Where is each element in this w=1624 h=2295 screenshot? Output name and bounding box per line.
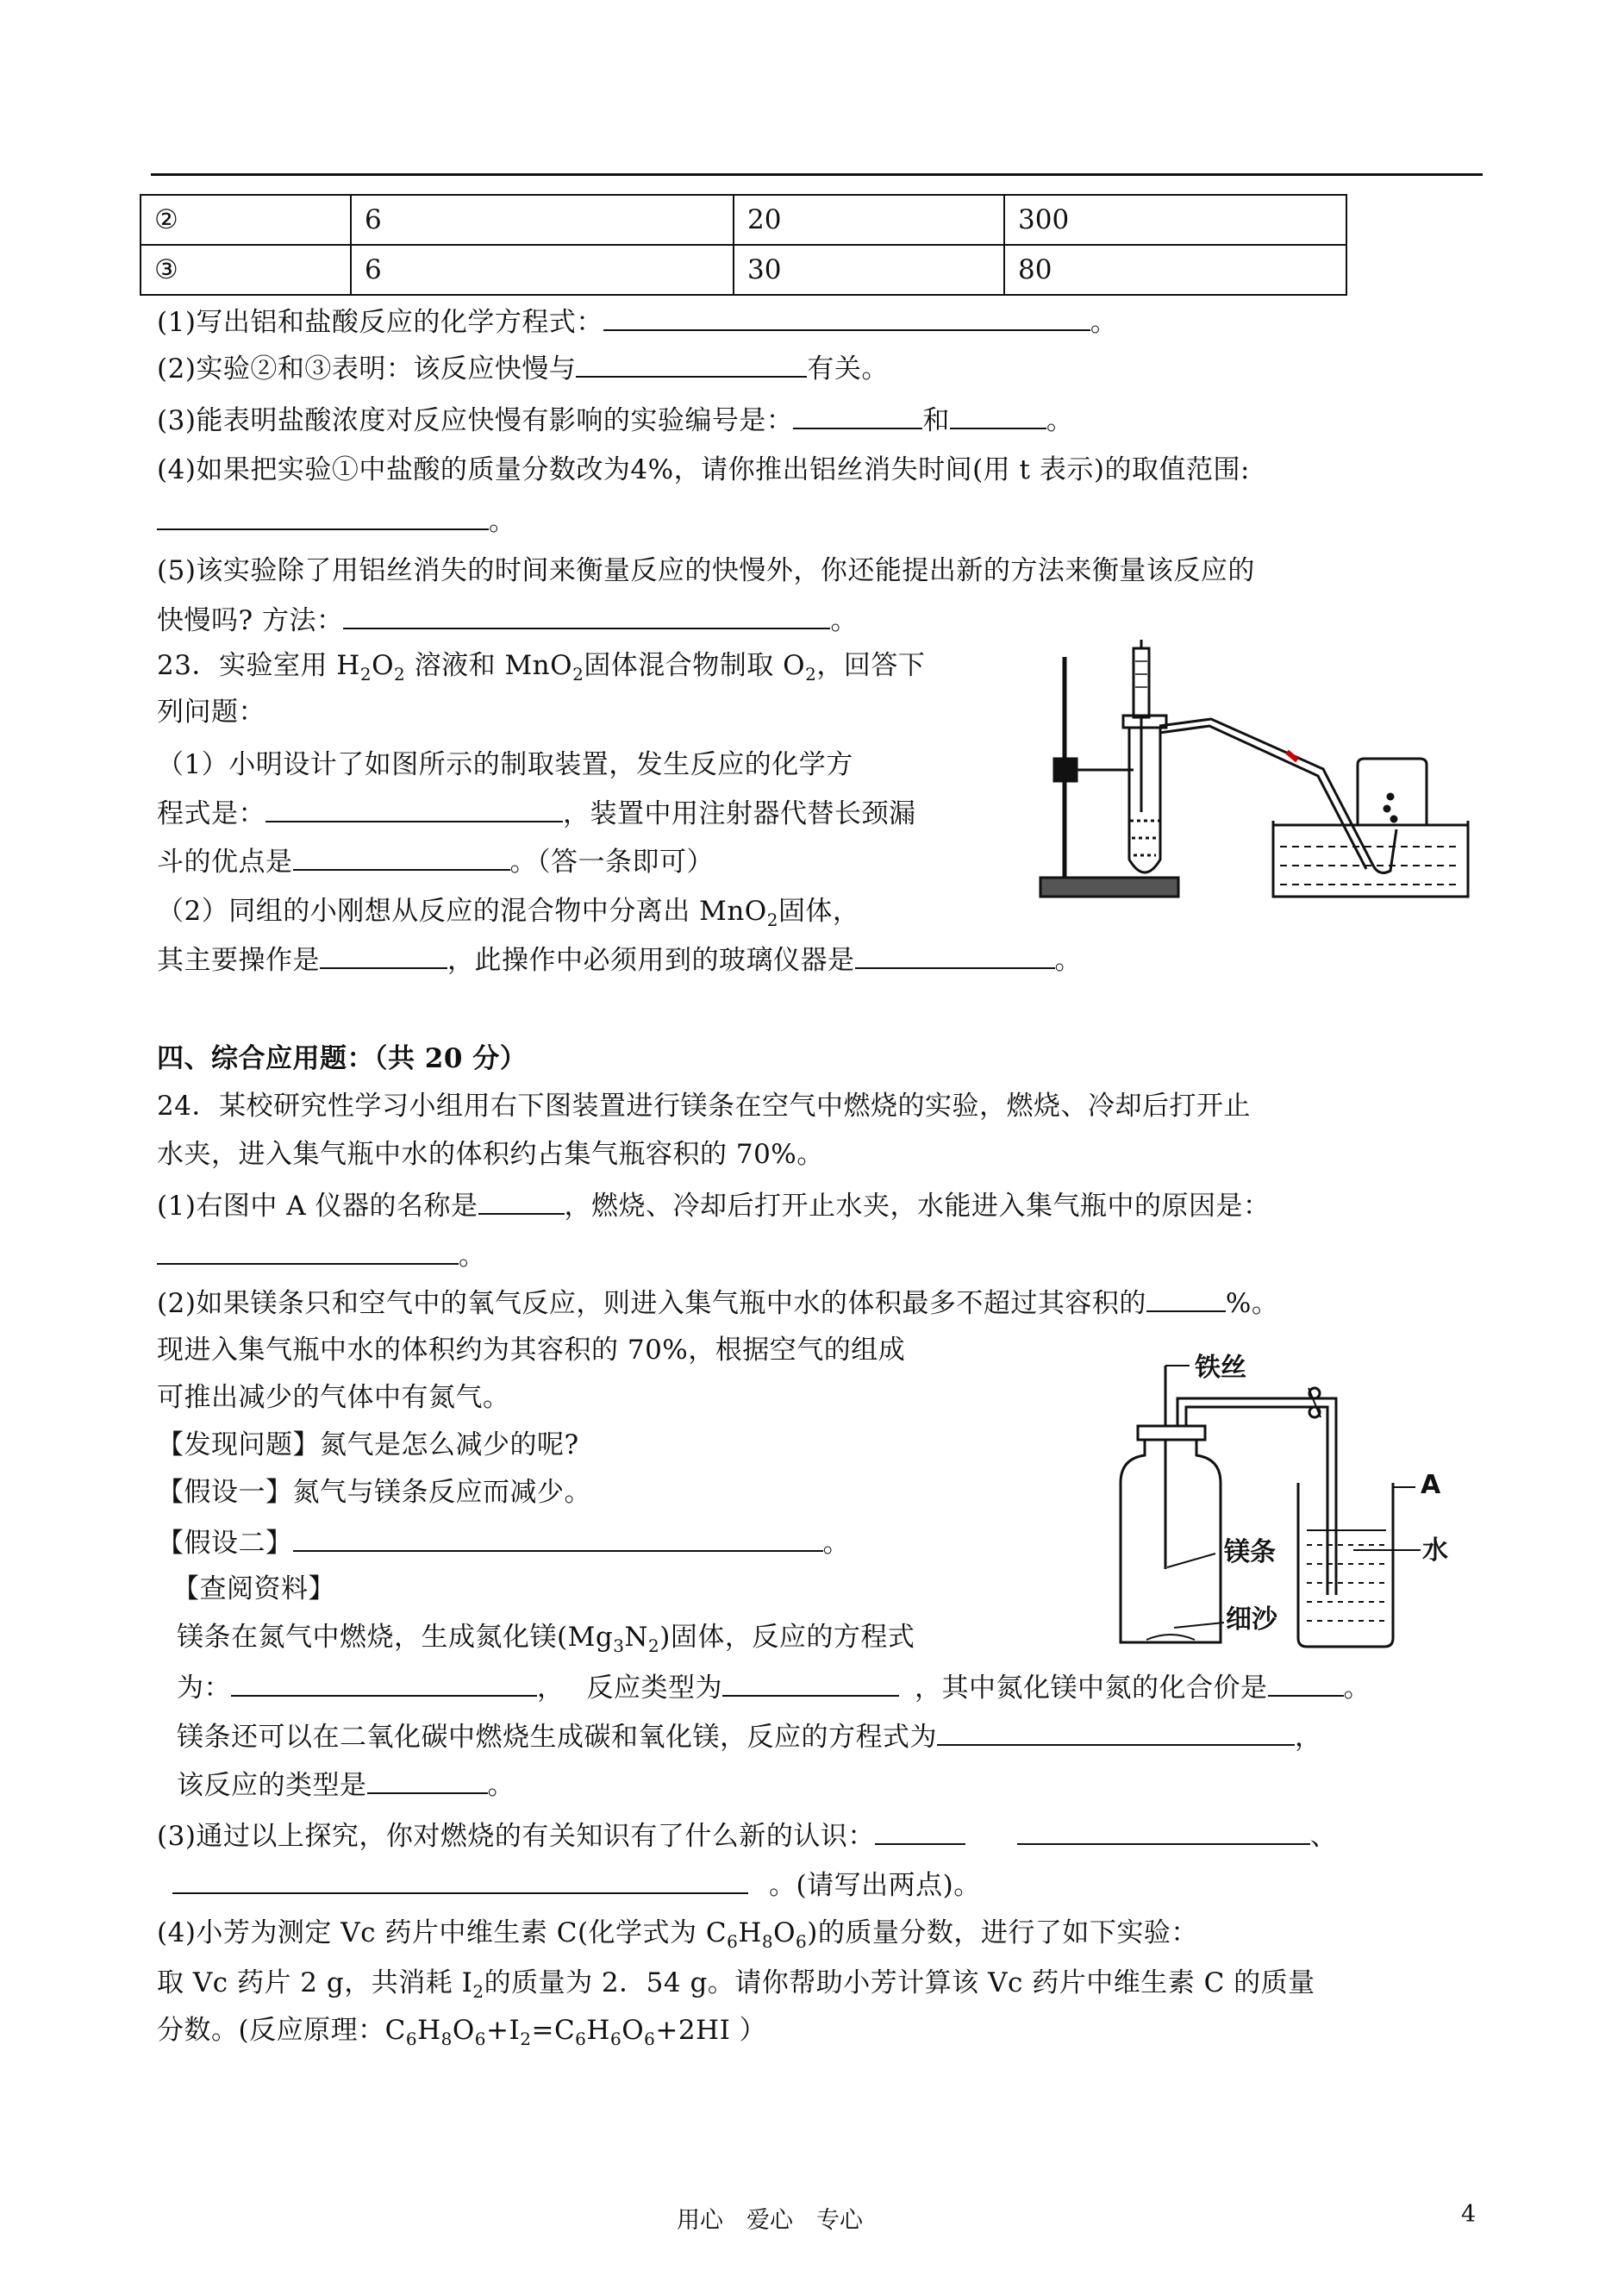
text: 该反应的类型是 <box>177 1770 367 1801</box>
q24-line9 <box>157 1475 591 1510</box>
q22-part4 <box>157 453 1250 487</box>
text: 为： <box>177 1673 231 1704</box>
text: 列问题： <box>157 697 265 728</box>
punct: 。 <box>459 1241 486 1272</box>
spacer <box>965 1819 1017 1845</box>
q22-part2-text: (2)实验②和③表明：该反应快慢与 <box>157 353 577 385</box>
subscript: 2 <box>359 664 372 685</box>
text: %。 <box>1225 1288 1279 1319</box>
text: (3)通过以上探究，你对燃烧的有关知识有了什么新的认识： <box>157 1821 875 1852</box>
subscript: 8 <box>440 2029 453 2050</box>
table-row <box>141 245 1346 295</box>
text: 可推出减少的气体中有氮气。 <box>157 1382 510 1413</box>
text: ，装置中用注射器代替长颈漏 <box>563 798 916 829</box>
table-cell: 6 <box>351 195 734 245</box>
punct: 。 <box>489 506 516 537</box>
subscript: 6 <box>405 2029 418 2050</box>
table-cell: 80 <box>1004 245 1346 295</box>
text: ，其中氮化镁中氮的化合价是 <box>915 1673 1268 1704</box>
text: O <box>621 2015 645 2046</box>
answer-blank[interactable] <box>722 1669 899 1697</box>
subscript: 2 <box>805 664 817 685</box>
text: 镁条还可以在二氧化碳中燃烧生成碳和氧化镁，反应的方程式为 <box>177 1722 937 1753</box>
text: 分数。(反应原理：C <box>157 2015 406 2046</box>
q24-line3 <box>157 1187 1271 1223</box>
q24-line19 <box>157 1966 1315 2003</box>
punct: : <box>1240 454 1250 485</box>
subscript: 6 <box>474 2029 486 2050</box>
answer-blank[interactable] <box>293 1524 823 1552</box>
answer-blank[interactable] <box>950 402 1046 429</box>
punct: 、 <box>1309 1821 1338 1852</box>
text: (2)如果镁条只和空气中的氧气反应，则进入集气瓶中水的体积最多不超过其容积的 <box>157 1288 1146 1319</box>
subscript: 2 <box>394 664 406 685</box>
text: 反应类型为 <box>586 1673 722 1704</box>
answer-blank[interactable] <box>1268 1669 1344 1697</box>
text: 【发现问题】氮气是怎么减少的呢? <box>157 1429 579 1460</box>
header-rule <box>151 173 1483 176</box>
q22-part1-text: (1)写出铝和盐酸反应的化学方程式： <box>157 307 603 338</box>
text: 固体， <box>778 896 860 927</box>
punct: 。 <box>1046 405 1074 436</box>
subscript: 3 <box>613 1635 625 1657</box>
answer-blank[interactable] <box>157 503 489 530</box>
text: ，此操作中必须用到的玻璃仪器是 <box>447 945 855 976</box>
text: 取 Vc 药片 2 g，共消耗 I <box>157 1967 473 1998</box>
subscript: 2 <box>766 910 778 931</box>
q24-line20 <box>157 2013 766 2048</box>
text: 斗的优点是 <box>157 847 293 878</box>
label-magnesium: 镁条 <box>1224 1537 1276 1567</box>
text: （2）同组的小刚想从反应的混合物中分离出 MnO <box>157 896 767 927</box>
label-sand: 细沙 <box>1226 1604 1277 1635</box>
text: +2HI ） <box>655 2015 767 2046</box>
q23-line5 <box>157 843 714 879</box>
section-4-title: 四、综合应用题：（共 20 分） <box>157 1043 528 1074</box>
answer-blank[interactable] <box>793 402 922 429</box>
text: H <box>586 2015 610 2046</box>
text: 23．实验室用 H <box>157 650 360 681</box>
q22-part3-text: (3)能表明盐酸浓度对反应快慢有影响的实验编号是： <box>157 405 794 436</box>
answer-blank[interactable] <box>855 941 1055 969</box>
text: 程式是： <box>157 798 265 829</box>
answer-blank[interactable] <box>320 941 447 969</box>
text: ， <box>537 1673 565 1704</box>
q22-part4-text: (4)如果把实验①中盐酸的质量分数改为4%，请你推出铝丝消失时间(用 t 表示)的取值范围 <box>157 454 1240 485</box>
answer-blank[interactable] <box>1146 1285 1226 1312</box>
spacer <box>565 1671 587 1697</box>
answer-blank[interactable] <box>576 350 807 378</box>
text: 水夹，进入集气瓶中水的体积约占集气瓶容积的 70%。 <box>157 1139 824 1170</box>
text: 【假设一】氮气与镁条反应而减少。 <box>157 1477 591 1508</box>
q24-line4 <box>157 1237 486 1273</box>
text: O <box>452 2015 475 2046</box>
answer-blank[interactable] <box>265 795 563 822</box>
answer-blank[interactable] <box>343 602 830 629</box>
answer-blank[interactable] <box>478 1187 565 1215</box>
footer-motto: 用心 爱心 专心 <box>677 2207 863 2234</box>
q24-line6 <box>157 1333 905 1367</box>
text: 24．某校研究性学习小组用右下图装置进行镁条在空气中燃烧的实验，燃烧、冷却后打开止 <box>157 1091 1251 1122</box>
text: ， <box>1295 1722 1322 1753</box>
subscript: 2 <box>520 2029 532 2050</box>
table-cell: 30 <box>734 245 1004 295</box>
subscript: 8 <box>761 1931 774 1953</box>
label-beaker-A: A <box>1421 1470 1441 1500</box>
q24-line11 <box>172 1572 335 1606</box>
q24-line18 <box>157 1916 1198 1953</box>
subscript: 6 <box>609 2029 622 2050</box>
q23-line6 <box>157 894 859 929</box>
text: (1)右图中 A 仪器的名称是 <box>157 1191 478 1222</box>
q23-line7 <box>157 941 1082 978</box>
q24-line16 <box>157 1817 1337 1854</box>
oxygen-apparatus-figure <box>1030 640 1478 907</box>
text: ，燃烧、冷却后打开止水夹，水能进入集气瓶中的原因是： <box>564 1191 1271 1222</box>
q24-line8 <box>157 1428 579 1462</box>
table-row <box>141 195 1346 245</box>
q23-line1 <box>157 648 925 683</box>
subscript: 6 <box>575 2029 587 2050</box>
q22-part5-line2 <box>157 602 858 638</box>
spacer <box>899 1671 915 1697</box>
answer-blank[interactable] <box>231 1669 537 1697</box>
q24-line2 <box>157 1137 824 1172</box>
table-cell: ② <box>141 195 351 245</box>
q22-part3-mid: 和 <box>922 405 950 436</box>
text: +I <box>486 2015 521 2046</box>
q24-line13 <box>177 1669 1371 1705</box>
text: 。（答一条即可） <box>509 847 714 878</box>
answer-blank[interactable] <box>875 1817 965 1845</box>
punct: 。 <box>1090 307 1118 338</box>
table-cell: ③ <box>141 245 351 295</box>
label-iron-wire: 铁丝 <box>1195 1354 1246 1383</box>
answer-blank[interactable] <box>172 1867 748 1894</box>
q23-line4 <box>157 795 916 831</box>
text: 现进入集气瓶中水的体积约为其容积的 70%，根据空气的组成 <box>157 1335 906 1366</box>
punct: 。 <box>487 1770 515 1801</box>
subscript: 2 <box>472 1981 484 2003</box>
text: 的质量为 2．54 g。请你帮助小芳计算该 Vc 药片中维生素 C 的质量 <box>484 1967 1315 1998</box>
text: N <box>624 1622 649 1653</box>
label-water: 水 <box>1422 1535 1448 1566</box>
q23-line2 <box>157 695 265 729</box>
answer-blank[interactable] <box>293 843 510 871</box>
punct: 。 <box>1343 1673 1371 1704</box>
text: 。(请写出两点)。 <box>769 1870 981 1901</box>
q22-part5-text2: 快慢吗? 方法： <box>157 605 344 636</box>
q23-line3 <box>157 747 853 782</box>
magnesium-combustion-figure <box>1095 1354 1491 1655</box>
text: ，回答下 <box>816 650 926 681</box>
q24-line17 <box>172 1867 981 1903</box>
text: 【查阅资料】 <box>172 1573 335 1604</box>
q24-line14 <box>177 1718 1322 1754</box>
answer-blank[interactable] <box>1017 1817 1310 1845</box>
q22-part5-text: (5)该实验除了用铝丝消失的时间来衡量反应的快慢外，你还能提出新的方法来衡量该反应的 <box>157 555 1255 586</box>
text: O <box>773 1917 796 1948</box>
text: H <box>738 1917 762 1948</box>
q22-part1 <box>157 303 1117 340</box>
text: )的质量分数，进行了如下实验： <box>807 1917 1198 1948</box>
q24-line15 <box>177 1767 515 1803</box>
text: )固体，反应的方程式 <box>659 1622 915 1653</box>
text: 【假设二】 <box>157 1528 293 1559</box>
subscript: 2 <box>648 1635 660 1657</box>
answer-blank[interactable] <box>603 303 1090 331</box>
table-cell: 20 <box>734 195 1004 245</box>
answer-blank[interactable] <box>367 1767 488 1794</box>
spacer <box>748 1868 769 1894</box>
text: (4)小芳为测定 Vc 药片中维生素 C(化学式为 C <box>157 1917 728 1948</box>
q24-line7 <box>157 1380 510 1415</box>
q24-line12 <box>177 1620 915 1657</box>
punct: 。 <box>1054 945 1082 976</box>
punct: 。 <box>822 1528 850 1559</box>
q24-line5 <box>157 1285 1278 1321</box>
subscript: 6 <box>644 2029 656 2050</box>
subscript: 6 <box>727 1931 739 1953</box>
table-cell: 6 <box>351 245 734 295</box>
answer-blank[interactable] <box>157 1237 459 1265</box>
q24-line10 <box>157 1524 850 1560</box>
text: （1）小明设计了如图所示的制取装置，发生反应的化学方 <box>157 749 853 780</box>
punct: 。 <box>830 605 858 636</box>
text: 固体混合物制取 O <box>584 650 806 681</box>
text: 其主要操作是 <box>157 945 320 976</box>
q22-part2 <box>157 350 889 386</box>
subscript: 2 <box>572 664 584 685</box>
table-cell: 300 <box>1004 195 1346 245</box>
q24-line1 <box>157 1089 1251 1123</box>
q22-part3 <box>157 402 1073 438</box>
page-number: 4 <box>1461 2201 1477 2228</box>
experiment-table <box>140 194 1347 296</box>
text: =C <box>531 2015 576 2046</box>
text: H <box>417 2015 441 2046</box>
q22-part5 <box>157 553 1255 588</box>
q22-part4-answer <box>157 503 516 539</box>
subscript: 6 <box>796 1931 808 1953</box>
answer-blank[interactable] <box>937 1718 1295 1746</box>
text: O <box>372 650 394 681</box>
q22-part2-end: 有关。 <box>807 353 889 385</box>
text: 溶液和 MnO <box>405 650 573 681</box>
text: 镁条在氮气中燃烧，生成氮化镁(Mg <box>177 1622 614 1653</box>
